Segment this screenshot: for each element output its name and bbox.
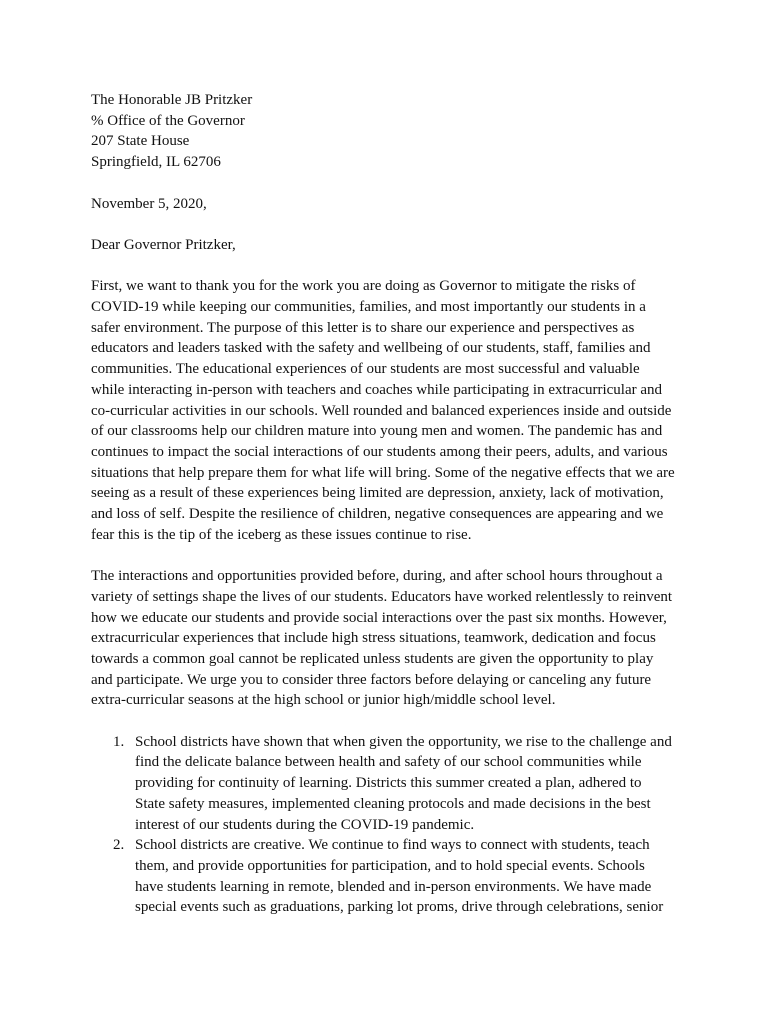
paragraph-line: educators and leaders tasked with the safety and wellbeing of our students, staff, families and xyxy=(91,340,651,357)
list-item xyxy=(91,835,691,918)
paragraph-line: First, we want to thank you for the work you are doing as Governor to mitigate the risks of xyxy=(91,278,636,295)
list-number: 1. xyxy=(113,733,125,750)
paragraph-line: The interactions and opportunities provided before, during, and after school hours throughout a xyxy=(91,568,663,585)
paragraph-line: of our classrooms help our children mature into young men and women. The pandemic has and xyxy=(91,423,663,440)
paragraph-line: variety of settings shape the lives of our students. Educators have worked relentlessly to reinvent xyxy=(91,588,673,605)
recipient-address xyxy=(91,90,691,173)
list-item-line: State safety measures, implemented cleaning protocols and made decisions in the best xyxy=(135,795,651,812)
list-item-line: School districts are creative. We continue to find ways to connect with students, teach xyxy=(135,837,650,854)
letter-date: November 5, 2020, xyxy=(91,195,207,212)
spacer xyxy=(91,256,691,277)
address-line: 207 State House xyxy=(91,133,190,150)
letter-body xyxy=(91,90,691,918)
paragraph-line: extracurricular experiences that include high stress situations, teamwork, dedication and focus xyxy=(91,630,656,647)
address-line: % Office of the Governor xyxy=(91,112,245,129)
list-item-line: have students learning in remote, blended and in-person environments. We have made xyxy=(135,878,652,895)
paragraph-line: continues to impact the social interactions of our students among their peers, adults, and various xyxy=(91,443,668,460)
paragraph-line: how we educate our students and provide social interactions over the past six months. However, xyxy=(91,609,667,626)
numbered-list xyxy=(91,732,691,918)
paragraph-line: towards a common goal cannot be replicated unless students are given the opportunity to play xyxy=(91,650,654,667)
address-line: Springfield, IL 62706 xyxy=(91,154,221,171)
list-item-line: special events such as graduations, parking lot proms, drive through celebrations, senior xyxy=(135,899,664,916)
paragraph-line: seeing as a result of these experiences being limited are depression, anxiety, lack of motivation, xyxy=(91,485,664,502)
list-number: 2. xyxy=(113,837,125,854)
paragraph-line: extra-curricular seasons at the high school or junior high/middle school level. xyxy=(91,692,556,709)
paragraph-line: communities. The educational experiences of our students are most successful and valuable xyxy=(91,361,640,378)
list-item-line: providing for continuity of learning. Districts this summer created a plan, adhered to xyxy=(135,775,642,792)
paragraph-line: co-curricular activities in our schools. Well rounded and balanced experiences inside and outside xyxy=(91,402,672,419)
spacer xyxy=(91,545,691,566)
address-line: The Honorable JB Pritzker xyxy=(91,92,253,108)
paragraph-line: COVID-19 while keeping our communities, families, and most importantly our students in a xyxy=(91,298,646,315)
list-item-line: find the delicate balance between health and safety of our school communities while xyxy=(135,754,642,771)
spacer xyxy=(91,214,691,235)
paragraph-line: situations that help prepare them for what life will bring. Some of the negative effects that we are xyxy=(91,464,675,481)
paragraph-line: while interacting in-person with teachers and coaches while participating in extracurricular and xyxy=(91,381,663,398)
paragraph-2 xyxy=(91,566,691,711)
salutation: Dear Governor Pritzker, xyxy=(91,236,236,253)
paragraph-1 xyxy=(91,276,691,545)
paragraph-line: safer environment. The purpose of this letter is to share our experience and perspectives as xyxy=(91,319,635,336)
list-item-line: them, and provide opportunities for participation, and to hold special events. Schools xyxy=(135,857,645,874)
paragraph-line: and participate. We urge you to consider three factors before delaying or canceling any future xyxy=(91,671,652,688)
paragraph-line: fear this is the tip of the iceberg as these issues continue to rise. xyxy=(91,526,472,543)
list-item-line: School districts have shown that when given the opportunity, we rise to the challenge and xyxy=(135,733,672,750)
spacer xyxy=(91,711,691,732)
list-item xyxy=(91,732,691,836)
spacer xyxy=(91,173,691,194)
list-item-line: interest of our students during the COVID-19 pandemic. xyxy=(135,816,475,833)
paragraph-line: and loss of self. Despite the resilience of children, negative consequences are appearing and we xyxy=(91,506,664,523)
